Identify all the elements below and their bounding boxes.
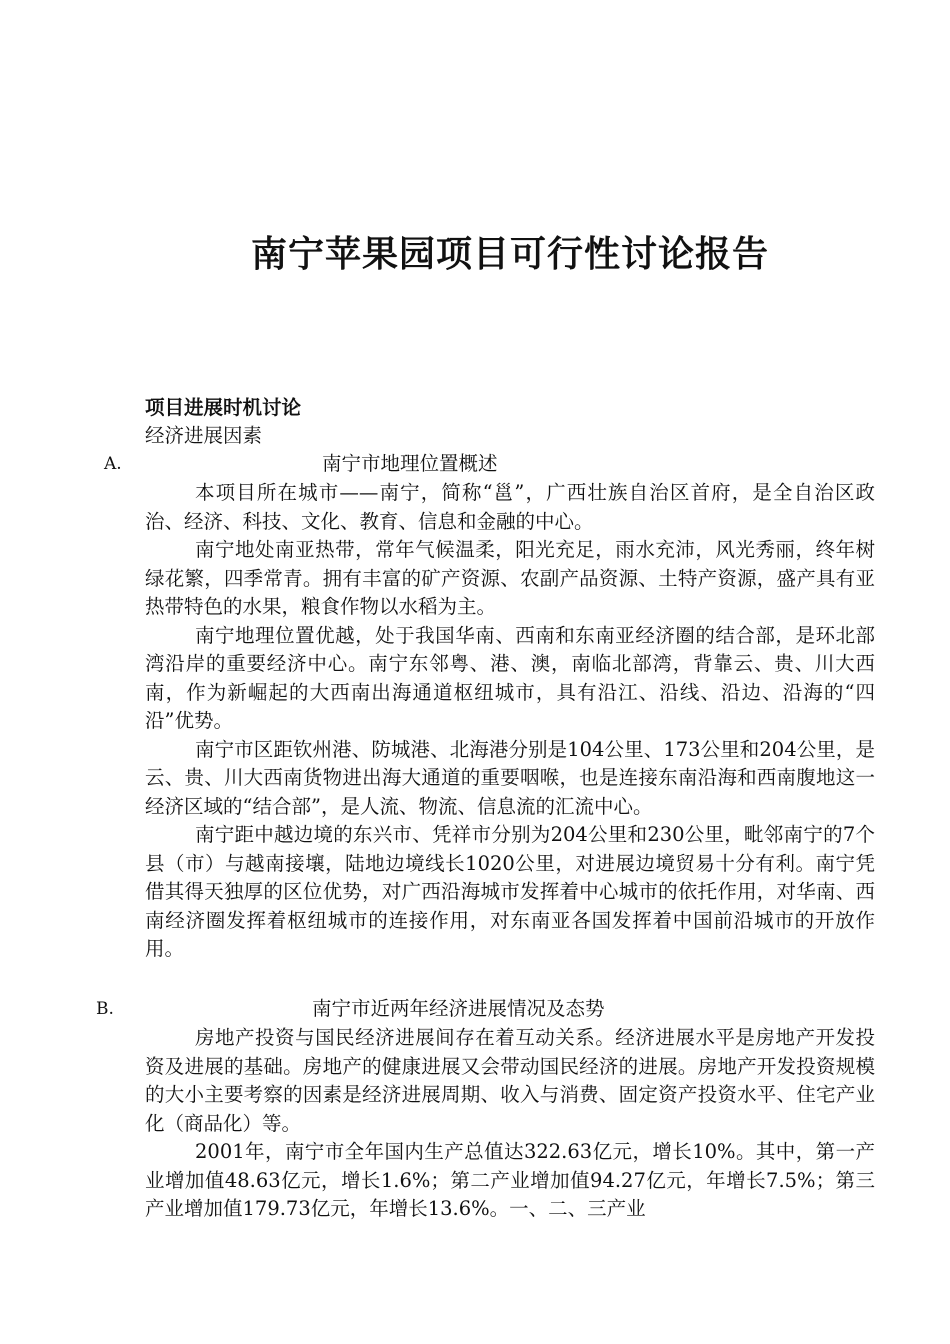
paragraph: 南宁地处南亚热带，常年气候温柔，阳光充足，雨水充沛，风光秀丽，终年树绿花繁，四季常青。拥有丰富的矿产资源、农副产品资源、土特产资源，盛产具有亚热带特色的水果，粮食作物以水稻为主。 <box>145 538 875 618</box>
paragraph: 房地产投资与国民经济进展间存在着互动关系。经济进展水平是房地产开发投资及进展的基础。房地产的健康进展又会带动国民经济的进展。房地产开发投资规模的大小主要考察的因素是经济进展周期、收入与消费、固定资产投资水平、住宅产业化（商品化）等。 <box>145 1026 875 1135</box>
paragraph: 2001年，南宁市全年国内生产总值达322.63亿元，增长10%。其中，第一产业增加值48.63亿元，增长1.6%；第二产业增加值94.27亿元，年增长7.5%；第三产业增加值179.73亿元，年增长13.6%。一、二、三产业 <box>145 1140 875 1220</box>
paragraph: 南宁市区距钦州港、防城港、北海港分别是104公里、173公里和204公里，是云、贵、川大西南货物进出海大通道的重要咽喉，也是连接东南沿海和西南腹地这一经济区域的“结合部”，是人流、物流、信息流的汇流中心。 <box>145 737 875 818</box>
section-b-body <box>145 1024 875 1224</box>
section-b-title: 南宁市近两年经济进展情况及态势 <box>312 997 605 1020</box>
subsection-heading: 经济进展因素 <box>145 424 263 447</box>
section-a-marker: A. <box>104 454 122 474</box>
paragraph: 南宁地理位置优越，处于我国华南、西南和东南亚经济圈的结合部，是环北部湾沿岸的重要经济中心。南宁东邻粤、港、澳，南临北部湾，背靠云、贵、川大西南，作为新崛起的大西南出海通道枢纽城市，具有沿江、沿线、沿边、沿海的“四沿”优势。 <box>145 623 875 732</box>
section-heading: 项目进展时机讨论 <box>145 396 302 419</box>
section-b-marker: B. <box>96 999 114 1019</box>
section-a-title: 南宁市地理位置概述 <box>322 452 498 475</box>
paragraph: 南宁距中越边境的东兴市、凭祥市分别为204公里和230公里，毗邻南宁的7个县（市）与越南接壤，陆地边境线长1020公里，对进展边境贸易十分有利。南宁凭借其得天独厚的区位优势，对广西沿海城市发挥着中心城市的依托作用，对华南、西南经济圈发挥着枢纽城市的连接作用，对东南亚各国发挥着中国前沿城市的开放作用。 <box>145 823 875 960</box>
paragraph: 本项目所在城市——南宁，简称“邕”，广西壮族自治区首府，是全自治区政治、经济、科技、文化、教育、信息和金融的中心。 <box>145 481 875 533</box>
document-title: 南宁苹果园项目可行性讨论报告 <box>250 233 769 275</box>
section-a-body <box>145 479 875 964</box>
